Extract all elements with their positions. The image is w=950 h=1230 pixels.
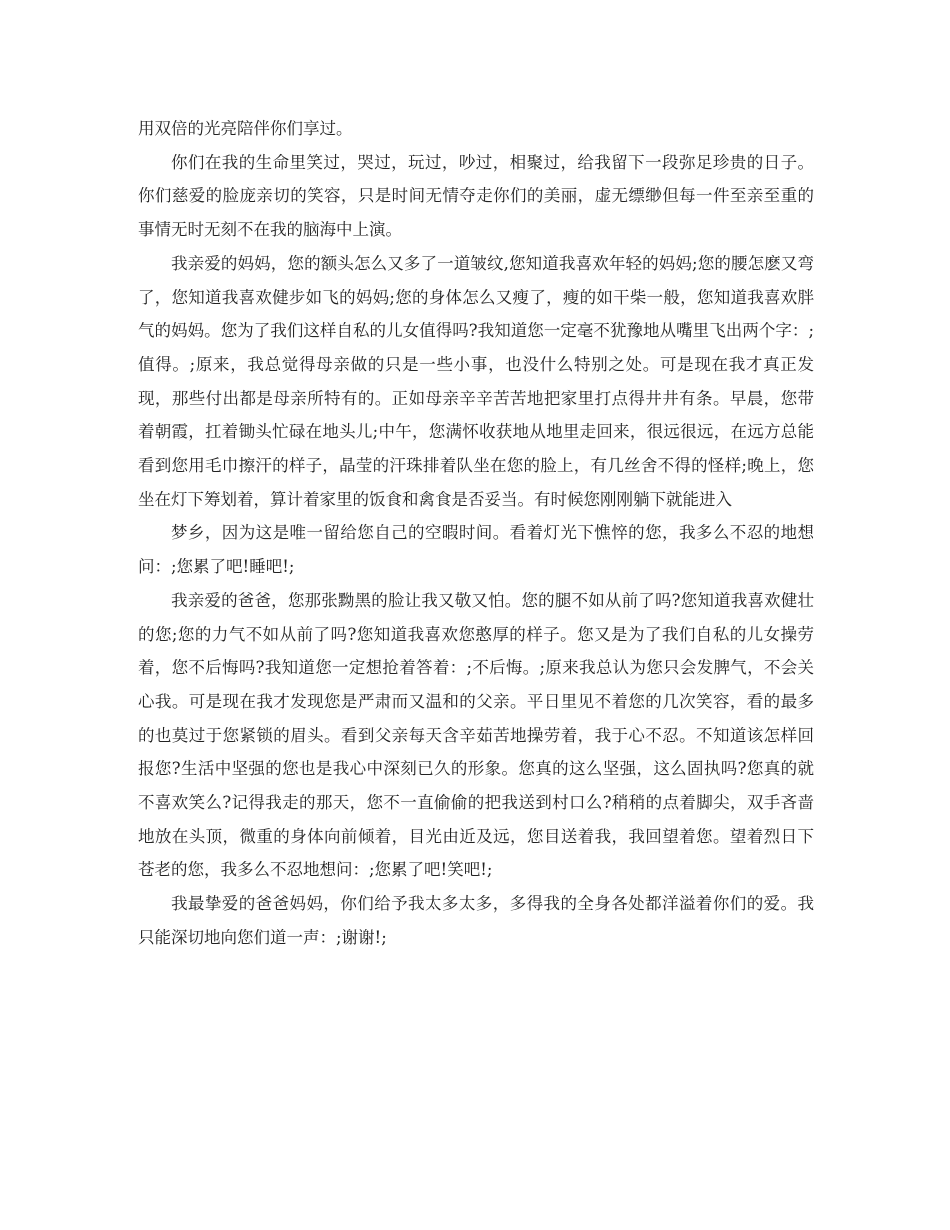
paragraph-mother-rest: 梦乡，因为这是唯一留给您自己的空暇时间。看着灯光下憔悴的您，我多么不忍的地想问：;您累了吧!睡吧!; bbox=[138, 523, 814, 577]
paragraph-memories: 你们在我的生命里笑过，哭过，玩过，吵过，相聚过，给我留下一段弥足珍贵的日子。你们慈爱的脸庞亲切的笑容，只是时间无情夺走你们的美丽，虚无缥缈但每一件至亲至重的事情无时无刻不在我的脑海中上演。 bbox=[138, 152, 814, 240]
document-body bbox=[138, 112, 814, 955]
paragraph-mother: 我亲爱的妈妈，您的额头怎么又多了一道皱纹,您知道我喜欢年轻的妈妈;您的腰怎麽又弯了，您知道我喜欢健步如飞的妈妈;您的身体怎么又瘦了，瘦的如干柴一般，您知道我喜欢胖气的妈妈。您为了我们这样自私的儿女值得吗?我知道您一定毫不犹豫地从嘴里飞出两个字：;值得。;原来，我总觉得母亲做的只是一些小事，也没什么特别之处。可是现在我才真正发现，那些付出都是母亲所特有的。正如母亲辛辛苦苦地把家里打点得井井有条。早晨，您带着朝霞，扛着锄头忙碌在地头儿;中午，您满怀收获地从地里走回来，很远很远，在远方总能看到您用毛巾擦汗的样子，晶莹的汗珠排着队坐在您的脸上，有几丝舍不得的怪样;晚上，您坐在灯下筹划着，算计着家里的饭食和禽食是否妥当。有时候您刚刚躺下就能进入 bbox=[138, 253, 814, 509]
paragraph-continuation: 用双倍的光亮陪伴你们享过。 bbox=[138, 119, 353, 138]
paragraph-thanks: 我最挚爱的爸爸妈妈，你们给予我太多太多，多得我的全身各处都洋溢着你们的爱。我只能深切地向您们道一声：;谢谢!; bbox=[138, 894, 814, 947]
paragraph-father: 我亲爱的爸爸，您那张黝黑的脸让我又敬又怕。您的腿不如从前了吗?您知道我喜欢健壮的您;您的力气不如从前了吗?您知道我喜欢您憨厚的样子。您又是为了我们自私的儿女操劳着，您不后悔吗?我知道您一定想抢着答着：;不后悔。;原来我总认为您只会发脾气，不会关心我。可是现在我才发现您是严肃而又温和的父亲。平日里见不着您的几次笑容，看的最多的也莫过于您紧锁的眉头。看到父亲每天含辛茹苦地操劳着，我于心不忍。不知道该怎样回报您?生活中坚强的您也是我心中深刻已久的形象。您真的这么坚强，这么固执吗?您真的就不喜欢笑么?记得我走的那天，您不一直偷偷的把我送到村口么?稍稍的点着脚尖，双手吝啬地放在头顶，微重的身体向前倾着，目光由近及远，您目送着我，我回望着您。望着烈日下苍老的您，我多么不忍地想问：;您累了吧!笑吧!; bbox=[138, 590, 814, 880]
